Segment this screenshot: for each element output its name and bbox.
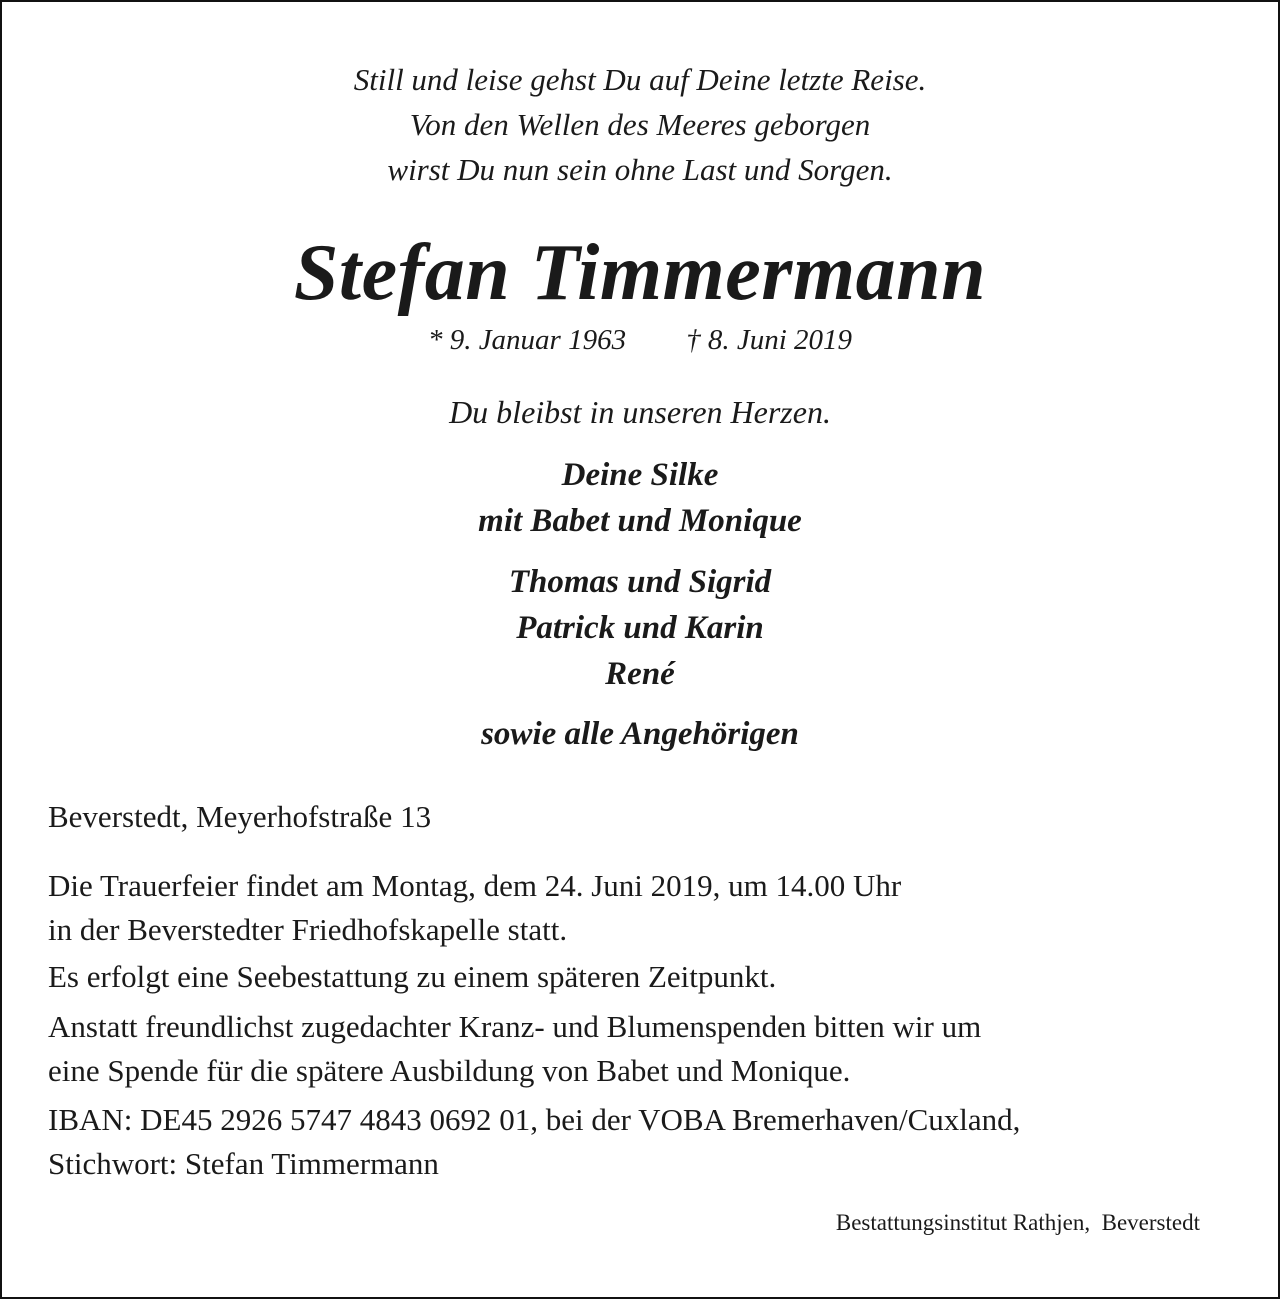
notice-line: IBAN: DE45 2926 5747 4843 0692 01, bei der VOBA Bremerhaven/Cuxland,	[48, 1102, 1021, 1137]
verse-line: wirst Du nun sein ohne Last und Sorgen.	[387, 152, 893, 187]
mourners-group	[2, 711, 1278, 757]
mourner-line: Deine Silke	[561, 457, 719, 493]
life-dates	[2, 322, 1278, 358]
donation-notice	[48, 1005, 1248, 1093]
mourner-address: Beverstedt, Meyerhofstraße 13	[48, 799, 432, 834]
verse-line: Still und leise gehst Du auf Deine letzte Reise.	[353, 62, 927, 97]
birth-date: * 9. Januar 1963	[427, 324, 627, 356]
notice-line: in der Beverstedter Friedhofskapelle statt.	[48, 912, 568, 947]
motto: Du bleibst in unseren Herzen.	[449, 394, 831, 430]
mourners-group	[2, 452, 1278, 544]
mourner-line: sowie alle Angehörigen	[481, 716, 799, 752]
deceased-name: Stefan Timmermann	[293, 229, 987, 317]
ceremony-notice	[48, 864, 1248, 952]
bank-details	[48, 1098, 1248, 1186]
funeral-home: Bestattungsinstitut Rathjen, Beverstedt	[835, 1210, 1200, 1235]
notice-line: Stichwort: Stefan Timmermann	[48, 1146, 439, 1181]
burial-notice: Es erfolgt eine Seebestattung zu einem späteren Zeitpunkt.	[48, 959, 777, 994]
mourner-line: Patrick und Karin	[516, 610, 764, 646]
verse	[2, 57, 1278, 192]
mourner-line: René	[605, 656, 675, 692]
mourner-line: Thomas und Sigrid	[508, 564, 772, 600]
mourner-line: mit Babet und Monique	[478, 503, 802, 539]
verse-line: Von den Wellen des Meeres geborgen	[409, 107, 871, 142]
notice-line: Anstatt freundlichst zugedachter Kranz- und Blumenspenden bitten wir um	[48, 1009, 982, 1044]
mourners-group	[2, 559, 1278, 697]
death-date: † 8. Juni 2019	[686, 324, 853, 356]
notice-line: Die Trauerfeier findet am Montag, dem 24. Juni 2019, um 14.00 Uhr	[48, 868, 902, 903]
notice-line: eine Spende für die spätere Ausbildung von Babet und Monique.	[48, 1053, 851, 1088]
